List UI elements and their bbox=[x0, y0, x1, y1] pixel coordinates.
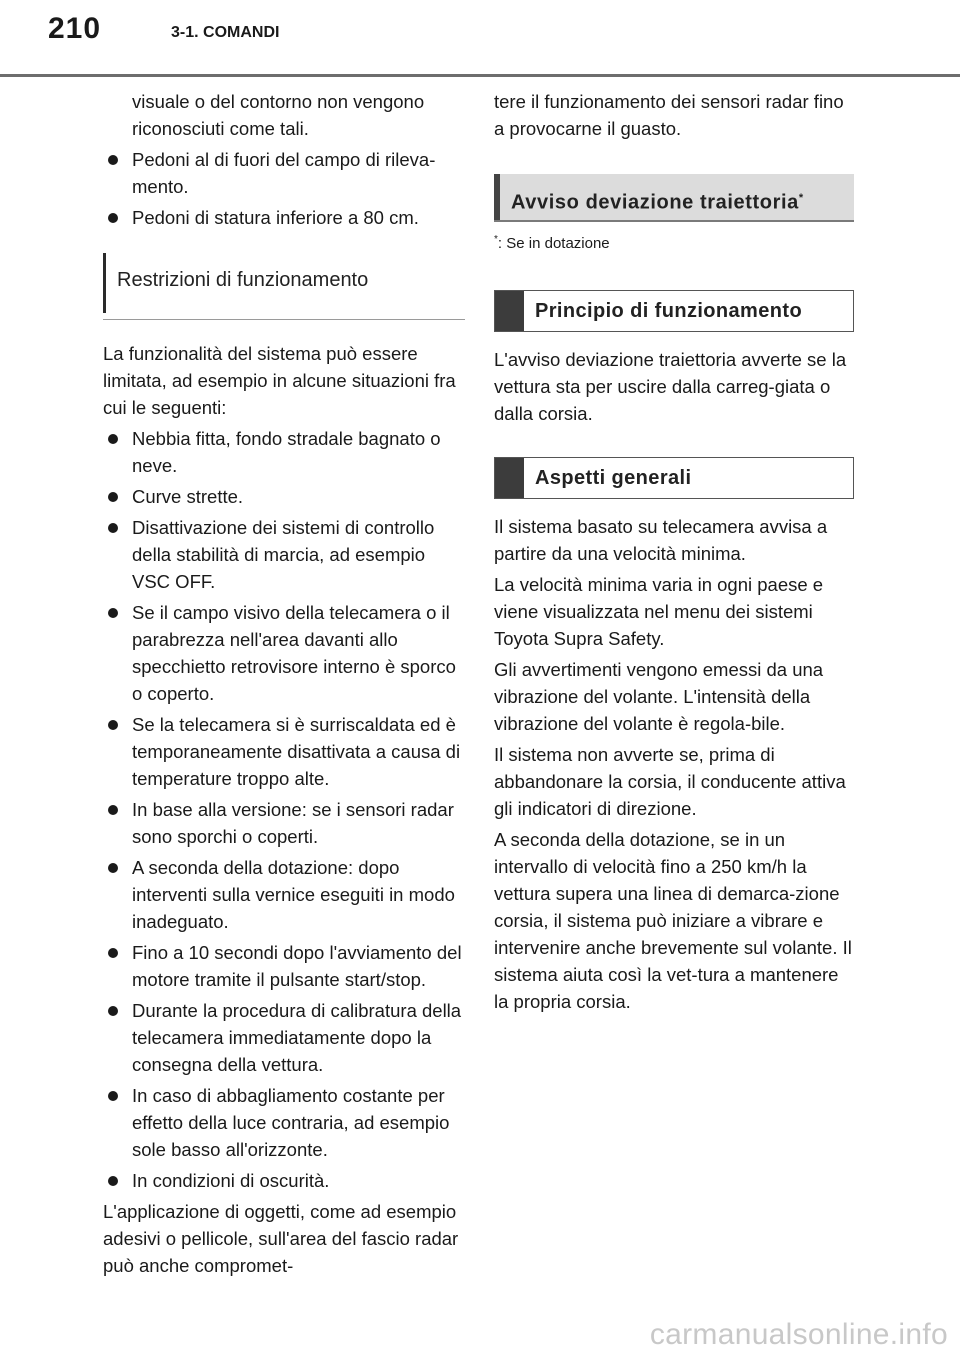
section-title-bar bbox=[494, 174, 500, 220]
bullet-icon bbox=[108, 434, 118, 444]
list-item bbox=[103, 514, 465, 595]
list-item-text: Disattivazione dei sistemi di controllo della stabilità di marcia, ad esempio VSC OFF. bbox=[132, 517, 435, 592]
subheading-text: Restrizioni di funzionamento bbox=[117, 269, 369, 291]
list-item bbox=[103, 146, 465, 200]
intro-continuation: visuale o del contorno non vengono riconosciuti come tali. bbox=[132, 91, 425, 139]
box-title-text: Aspetti generali bbox=[535, 467, 692, 489]
header-divider bbox=[0, 74, 960, 77]
list-item-text: Pedoni di statura inferiore a 80 cm. bbox=[132, 207, 419, 228]
list-item-text: Se il campo visivo della telecamera o il parabrezza nell'area davanti allo specchietto retrovisore interno è sporco o coperto. bbox=[132, 602, 456, 704]
list-item-text: Se la telecamera si è surriscaldata ed è temporaneamente disattivata a causa di temperature troppo alte. bbox=[132, 714, 461, 789]
list-item bbox=[103, 796, 465, 850]
footnote-mark: * bbox=[494, 234, 498, 245]
bullet-icon bbox=[108, 863, 118, 873]
list-item bbox=[103, 997, 465, 1078]
bullet-icon bbox=[108, 155, 118, 165]
restrictions-paragraph: La funzionalità del sistema può essere limitata, ad esempio in alcune situazioni fra cui le seguenti: bbox=[103, 343, 456, 418]
section-title-lane-departure bbox=[494, 174, 854, 222]
bullet-icon bbox=[108, 1006, 118, 1016]
paragraph: Gli avvertimenti vengono emessi da una vibrazione del volante. L'intensità della vibrazione del volante è regola-bile. bbox=[494, 659, 824, 734]
list-item-text: Durante la procedura di calibratura della telecamera immediatamente dopo la consegna della vettura. bbox=[132, 1000, 462, 1075]
paragraph: A seconda della dotazione, se in un intervallo di velocità fino a 250 km/h la vettura supera una linea di demarca-zione corsia, il sistema può iniziare a vibrare e intervenire anche brevemente sul volante. Il sistema aiuta così la vet-tura a mantenere la propria corsia. bbox=[494, 829, 852, 1012]
footnote-text: : Se in dotazione bbox=[497, 235, 610, 252]
list-item bbox=[103, 1167, 465, 1194]
list-item-text: A seconda della dotazione: dopo interventi sulla vernice eseguiti in modo inadeguato. bbox=[132, 857, 455, 932]
list-item bbox=[103, 204, 465, 231]
bullet-icon bbox=[108, 213, 118, 223]
list-item bbox=[103, 425, 465, 479]
list-item-text: Nebbia fitta, fondo stradale bagnato o neve. bbox=[132, 428, 441, 476]
bullet-icon bbox=[108, 523, 118, 533]
bullet-icon bbox=[108, 1091, 118, 1101]
box-title-marker bbox=[495, 291, 524, 331]
bullet-icon bbox=[108, 720, 118, 730]
subheading-restrictions bbox=[103, 253, 465, 320]
bullet-icon bbox=[108, 608, 118, 618]
box-title-text: Principio di funzionamento bbox=[535, 300, 803, 322]
list-item-text: Curve strette. bbox=[132, 486, 244, 507]
list-item-text: Fino a 10 secondi dopo l'avviamento del motore tramite il pulsante start/stop. bbox=[132, 942, 462, 990]
bullet-icon bbox=[108, 948, 118, 958]
page-number: 210 bbox=[48, 12, 102, 45]
list-item-text: Pedoni al di fuori del campo di rileva-mento. bbox=[132, 149, 436, 197]
list-item bbox=[103, 854, 465, 935]
footnote bbox=[494, 230, 854, 254]
operating-principle-paragraph: L'avviso deviazione traiettoria avverte se la vettura sta per uscire dalla carreg-giata o dalla corsia. bbox=[494, 349, 847, 424]
section-title-label: Avviso deviazione traiettoria bbox=[511, 191, 799, 214]
paragraph: La velocità minima varia in ogni paese e viene visualizzata nel menu dei sistemi Toyota Supra Safety. bbox=[494, 574, 824, 649]
subheading-bar bbox=[103, 253, 106, 313]
box-title-general-aspects bbox=[494, 457, 854, 499]
paragraph: Il sistema non avverte se, prima di abbandonare la corsia, il conducente attiva gli indicatori di direzione. bbox=[494, 744, 846, 819]
list-item bbox=[103, 483, 465, 510]
closing-paragraph: L'applicazione di oggetti, come ad esempio adesivi o pellicole, sull'area del fascio radar può anche compromet- bbox=[103, 1201, 459, 1276]
bullet-icon bbox=[108, 1176, 118, 1186]
left-column bbox=[103, 88, 465, 1283]
box-title-operating-principle bbox=[494, 290, 854, 332]
box-title-marker bbox=[495, 458, 524, 498]
section-title-text bbox=[511, 185, 804, 217]
watermark: carmanualsonline.info bbox=[649, 1318, 948, 1351]
list-item bbox=[103, 711, 465, 792]
bullet-icon bbox=[108, 492, 118, 502]
section-label: 3-1. COMANDI bbox=[171, 24, 280, 41]
list-item bbox=[103, 599, 465, 707]
list-item-text: In condizioni di oscurità. bbox=[132, 1170, 330, 1191]
list-item bbox=[103, 1082, 465, 1163]
asterisk-mark: * bbox=[798, 192, 804, 204]
continuation-paragraph: tere il funzionamento dei sensori radar fino a provocarne il guasto. bbox=[494, 91, 844, 139]
list-item-text: In base alla versione: se i sensori radar sono sporchi o coperti. bbox=[132, 799, 454, 847]
restrictions-bullet-list bbox=[103, 425, 465, 1194]
list-item-text: In caso di abbagliamento costante per effetto della luce contraria, ad esempio sole basso all'orizzonte. bbox=[132, 1085, 450, 1160]
top-bullet-list bbox=[103, 146, 465, 231]
right-column bbox=[494, 88, 854, 1019]
paragraph: Il sistema basato su telecamera avvisa a partire da una velocità minima. bbox=[494, 516, 828, 564]
bullet-icon bbox=[108, 805, 118, 815]
list-item bbox=[103, 939, 465, 993]
